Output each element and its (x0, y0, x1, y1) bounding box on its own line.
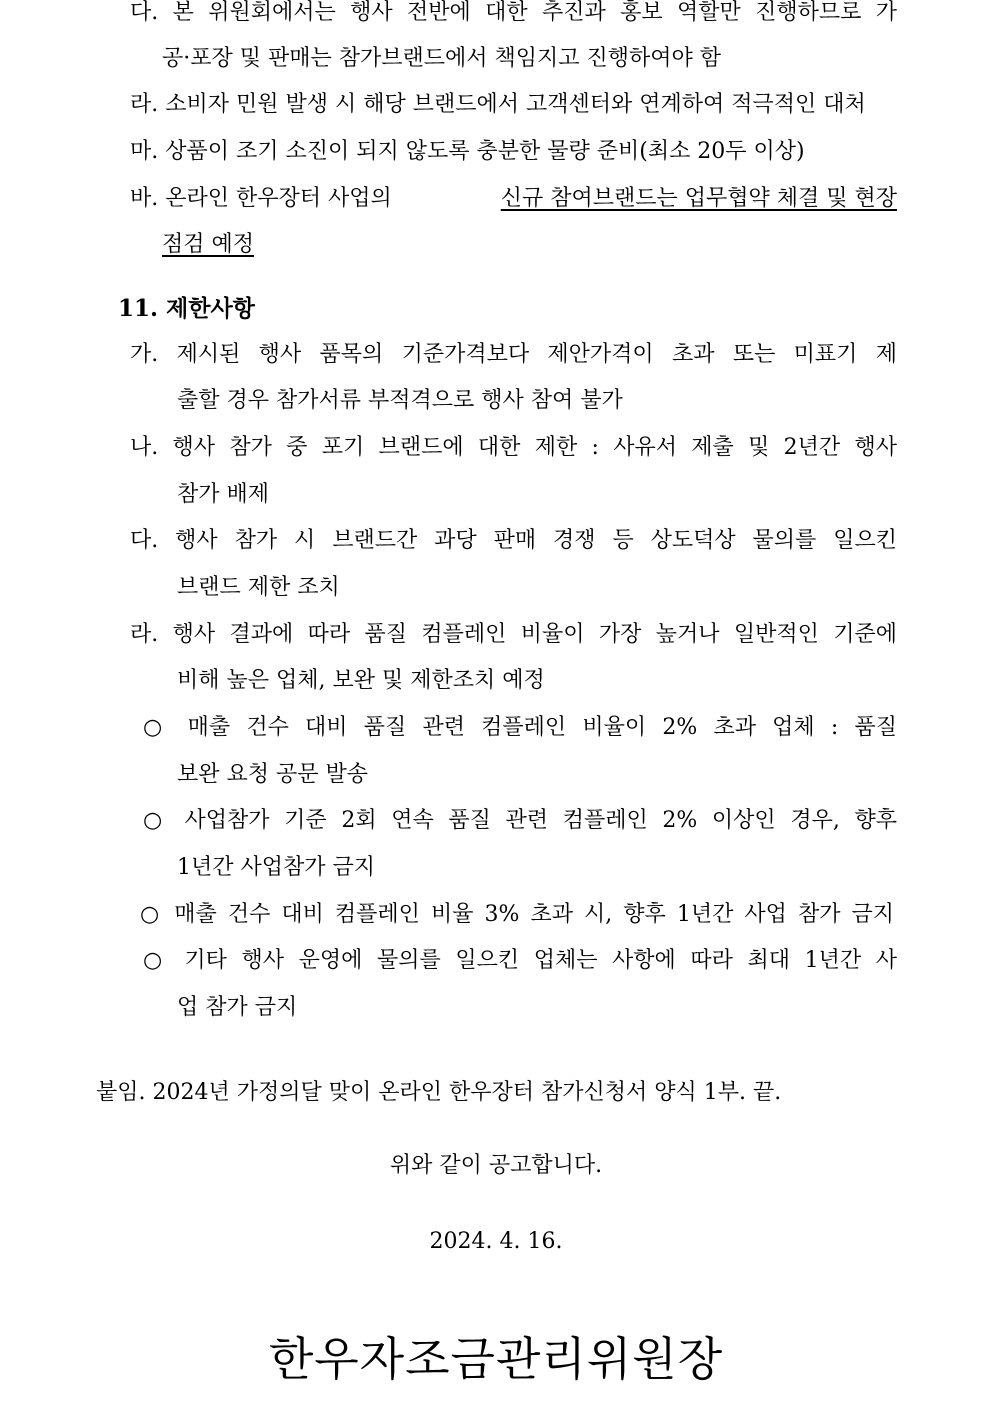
bullet-4-line2: 업 참가 금지 (177, 995, 298, 1020)
item-ba-line2: 점검 예정 (162, 232, 255, 257)
item-da-line1: 다. 본 위원회에서는 행사 전반에 대한 추진과 홍보 역할만 진행하므로 가 (130, 0, 897, 25)
bullet-4-line1: ○ 기타 행사 운영에 물의를 일으킨 업체는 사항에 따라 최대 1년간 사 (143, 948, 897, 973)
item-ba-underlined: 신규 참여브랜드는 업무협약 체결 및 현장 (500, 186, 897, 211)
signature: 한우자조금관리위원장 (268, 1332, 724, 1386)
item-ga-line2: 출할 경우 참가서류 부적격으로 행사 참여 불가 (177, 388, 623, 413)
bullet-2-line1: ○ 사업참가 기준 2회 연속 품질 관련 컴플레인 2% 이상인 경우, 향후 (143, 808, 897, 833)
date-line: 2024. 4. 16. (429, 1229, 563, 1254)
item-ba-prefix: 바. 온라인 한우장터 사업의 (130, 186, 392, 211)
item-ba-line1 (130, 184, 897, 214)
item-ra2-line1: 라. 행사 결과에 따라 품질 컴플레인 비율이 가장 높거나 일반적인 기준에 (130, 622, 897, 647)
bullet-3-line1: ○ 매출 건수 대비 컴플레인 비율 3% 초과 시, 향후 1년간 사업 참가 금지 (140, 902, 894, 927)
item-na-line1: 나. 행사 참가 중 포기 브랜드에 대한 제한 : 사유서 제출 및 2년간 행사 (130, 435, 897, 460)
item-ra2-line2: 비해 높은 업체, 보완 및 제한조치 예정 (177, 668, 545, 693)
bullet-1-line1: ○ 매출 건수 대비 품질 관련 컴플레인 비율이 2% 초과 업체 : 품질 (143, 715, 897, 740)
item-ma-line1: 마. 상품이 조기 소진이 되지 않도록 충분한 물량 준비(최소 20두 이상) (130, 139, 805, 164)
item-ga-line1: 가. 제시된 행사 품목의 기준가격보다 제안가격이 초과 또는 미표기 제 (130, 342, 897, 367)
bullet-1-line2: 보완 요청 공문 발송 (177, 762, 368, 787)
item-da2-line2: 브랜드 제한 조치 (177, 575, 340, 600)
notice-line: 위와 같이 공고합니다. (389, 1153, 603, 1178)
section-heading: 11. 제한사항 (118, 295, 255, 322)
attachment-line: 붙임. 2024년 가정의달 맞이 온라인 한우장터 참가신청서 양식 1부. 끝. (96, 1080, 782, 1105)
item-da-line2: 공·포장 및 판매는 참가브랜드에서 책임지고 진행하여야 함 (162, 46, 722, 71)
bullet-2-line2: 1년간 사업참가 금지 (177, 855, 375, 880)
item-da2-line1: 다. 행사 참가 시 브랜드간 과당 판매 경쟁 등 상도덕상 물의를 일으킨 (130, 528, 897, 553)
item-na-line2: 참가 배제 (177, 482, 270, 507)
item-ra-line1: 라. 소비자 민원 발생 시 해당 브랜드에서 고객센터와 연계하여 적극적인 대처 (130, 92, 866, 117)
